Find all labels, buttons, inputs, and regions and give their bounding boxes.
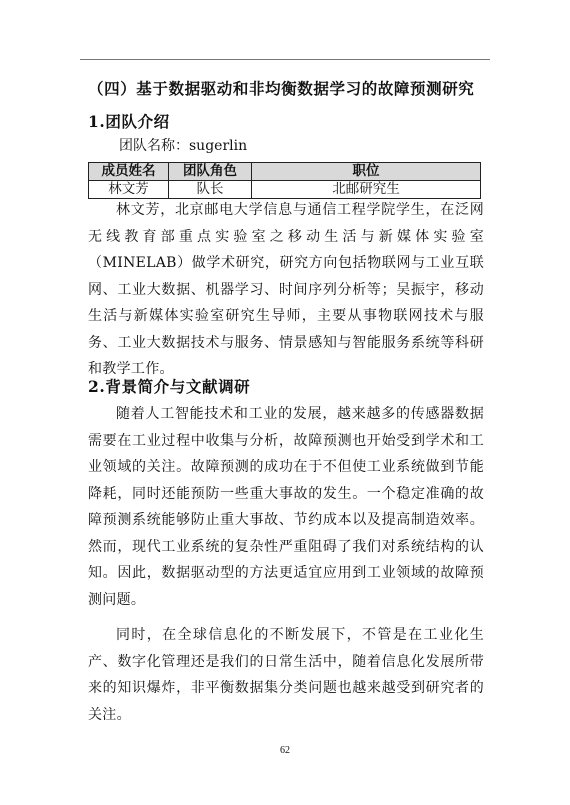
table-header-row <box>89 163 481 181</box>
table-header-cell: 职位 <box>252 163 481 181</box>
team-paragraph: 林文芳，北京邮电大学信息与通信工程学院学生，在泛网无线教育部重点实验室之移动生活与新媒体实验室（MINELAB）做学术研究，研究方向包括物联网与工业互联网、工业大数据、机器学习、时间序列分析等；吴振宇，移动生活与新媒体实验室研究生导师，主要从事物联网技术与服务、工业大数据技术与服务、情景感知与智能服务系统等科研和教学工作。 <box>88 202 484 377</box>
table-row <box>89 181 481 199</box>
table-header-cell: 团队角色 <box>169 163 252 181</box>
background-paragraph: 同时，在全球信息化的不断发展下，不管是在工业化生产、数字化管理还是我们的日常生活中，随着信息化发展所带来的知识爆炸，非平衡数据集分类问题也越来越受到研究者的关注。 <box>88 627 484 723</box>
team-heading: 1.团队介绍 <box>88 112 170 131</box>
section-title: （四）基于数据驱动和非均衡数据学习的故障预测研究 <box>88 79 475 98</box>
members-table <box>88 162 481 199</box>
header-rule <box>80 59 490 60</box>
page-number: 62 <box>280 745 290 756</box>
background-heading: 2.背景简介与文献调研 <box>88 377 251 396</box>
table-cell: 林文芳 <box>89 181 169 199</box>
table-cell: 北邮研究生 <box>252 181 481 199</box>
table-cell: 队长 <box>169 181 252 199</box>
team-name: 团队名称：sugerlin <box>119 138 248 154</box>
background-paragraph: 随着人工智能技术和工业的发展，越来越多的传感器数据需要在工业过程中收集与分析，故障预测也开始受到学术和工业领域的关注。故障预测的成功在于不但使工业系统做到节能降耗，同时还能预防一些重大事故的发生。一个稳定准确的故障预测系统能够防止重大事故、节约成本以及提高制造效率。然而，现代工业系统的复杂性严重阻碍了我们对系统结构的认知。因此，数据驱动型的方法更适宜应用到工业领域的故障预测问题。 <box>88 406 484 608</box>
table-header-cell: 成员姓名 <box>89 163 169 181</box>
